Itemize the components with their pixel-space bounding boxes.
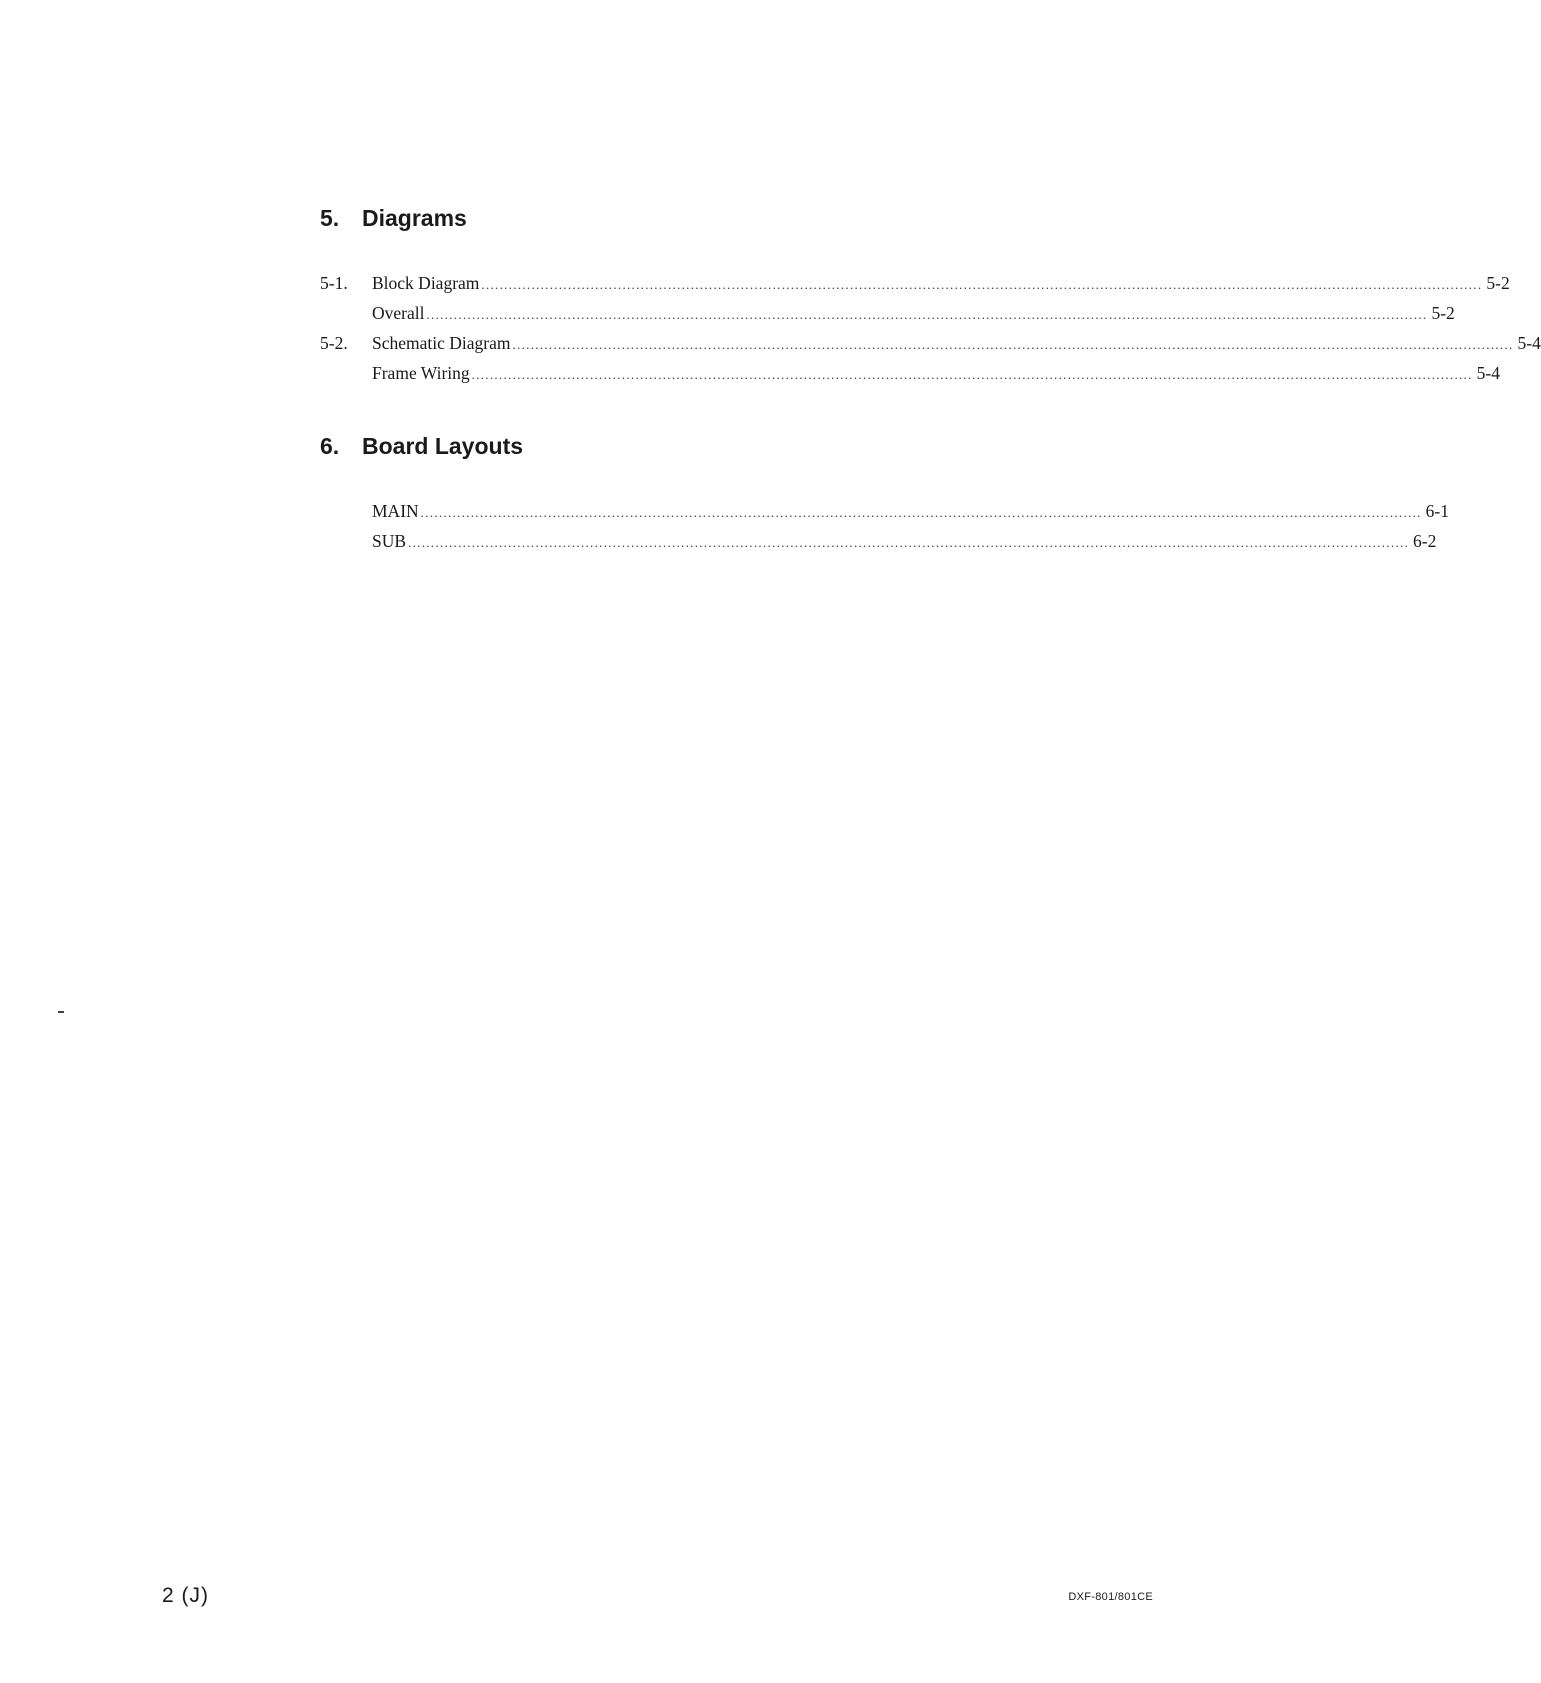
- toc-list: [320, 268, 1541, 388]
- dot-leader: ............................................................................................................................................................................................................................: [408, 535, 1410, 550]
- section-title: Board Layouts: [362, 433, 524, 459]
- toc-entry-number: 5-1.: [320, 273, 348, 293]
- toc-entry-page: 6-1: [1425, 501, 1449, 521]
- dot-leader: ............................................................................................................................................................................................................................: [426, 307, 1428, 322]
- toc-entry-schematic-diagram[interactable]: [320, 328, 1541, 358]
- section-number: 6.: [320, 433, 340, 459]
- toc-entry-title: Block Diagram: [372, 273, 480, 293]
- dot-leader: ............................................................................................................................................................................................................................: [481, 277, 1483, 292]
- toc-entry-frame-wiring[interactable]: [320, 358, 1500, 388]
- scan-mark: [58, 1011, 64, 1013]
- toc-entry-title: MAIN: [372, 501, 419, 521]
- toc-entry-page: 5-4: [1476, 363, 1500, 383]
- toc-entry-title: Schematic Diagram: [372, 333, 511, 353]
- toc-list: [320, 496, 1449, 556]
- toc-entry-page: 5-2: [1486, 273, 1510, 293]
- toc-entry-main[interactable]: [320, 496, 1449, 526]
- dot-leader: ............................................................................................................................................................................................................................: [471, 367, 1473, 382]
- section-diagrams: [320, 203, 1541, 388]
- section-heading: [320, 431, 1000, 461]
- dot-leader: ............................................................................................................................................................................................................................: [512, 337, 1514, 352]
- footer-model-number: DXF-801/801CE: [1068, 1591, 1153, 1603]
- toc-entry-page: 5-4: [1517, 333, 1541, 353]
- toc-entry-title: SUB: [372, 531, 407, 551]
- section-heading: [320, 203, 1000, 233]
- toc-entry-page: 5-2: [1431, 303, 1455, 323]
- section-number: 5.: [320, 205, 340, 231]
- toc-entry-title: Frame Wiring: [372, 363, 470, 383]
- footer-page-label: 2 (J): [162, 1584, 209, 1607]
- toc-entry-page: 6-2: [1413, 531, 1437, 551]
- dot-leader: ............................................................................................................................................................................................................................: [420, 505, 1422, 520]
- section-board-layouts: [320, 431, 1449, 556]
- toc-entry-sub[interactable]: [320, 526, 1437, 556]
- toc-entry-title: Overall: [372, 303, 425, 323]
- section-title: Diagrams: [362, 205, 467, 231]
- toc-entry-number: 5-2.: [320, 333, 348, 353]
- toc-entry-block-diagram[interactable]: [320, 268, 1510, 298]
- toc-entry-overall[interactable]: [320, 298, 1455, 328]
